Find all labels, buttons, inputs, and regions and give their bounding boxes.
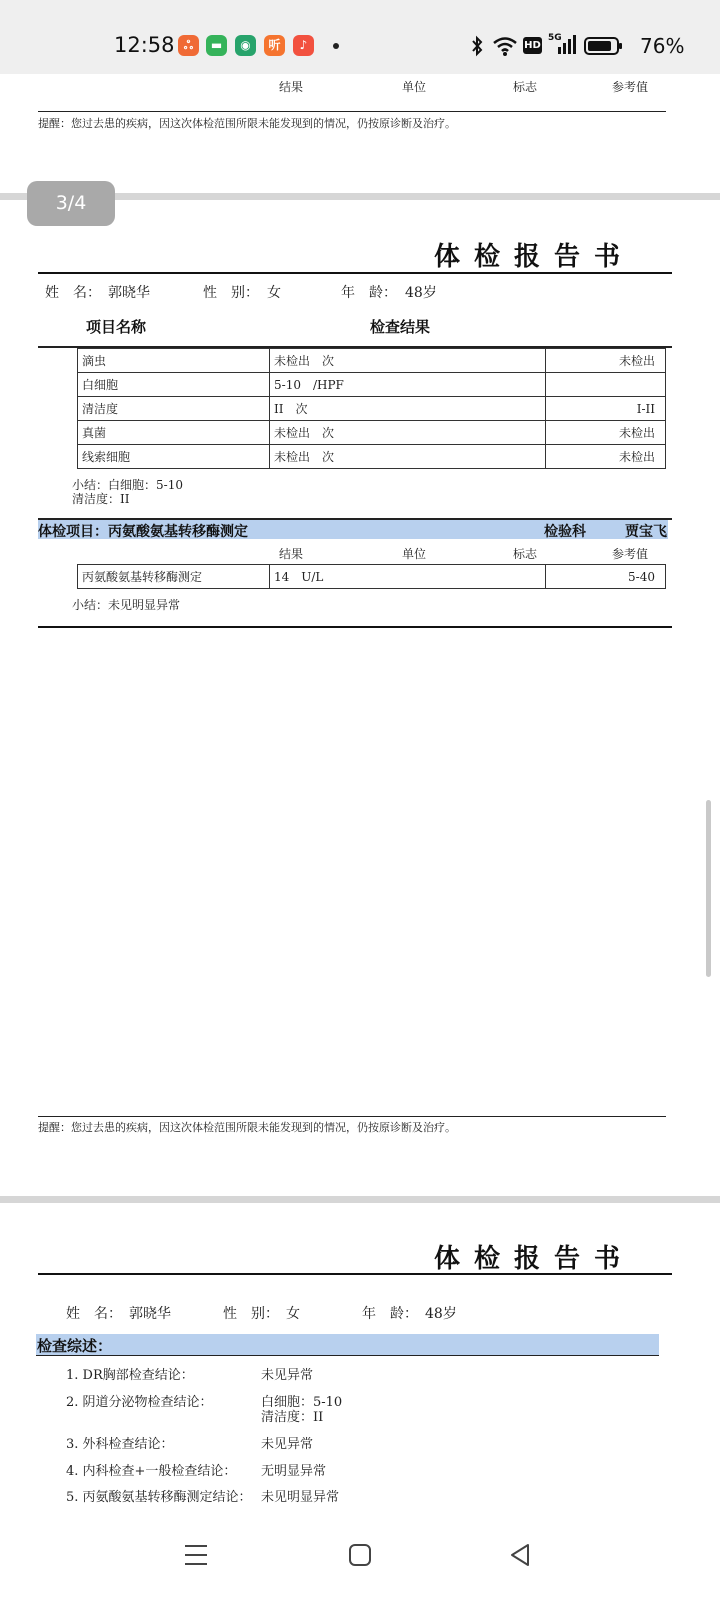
summary-header-bar: [36, 1334, 659, 1355]
conclusion-value: 未见异常: [261, 1437, 314, 1452]
conclusion-label: 3. 外科检查结论：: [66, 1437, 174, 1452]
conclusion-value: 未见明显异常: [261, 1490, 340, 1505]
hd-voice-badge: HD: [523, 37, 542, 54]
result-cell: 14 U/L: [270, 565, 546, 589]
item-name-cell: 清洁度: [78, 397, 270, 421]
item-name-cell: 真菌: [78, 421, 270, 445]
column-header-reference: 参考值: [612, 80, 649, 94]
column-header-result: 结果: [279, 547, 304, 561]
messages-app-icon: ▬: [206, 35, 227, 56]
column-header-reference: 参考值: [612, 547, 649, 561]
name-label: 姓 名：: [45, 285, 101, 301]
summary-header-rule: [36, 1355, 659, 1356]
divider: [38, 1116, 666, 1117]
navigation-bar: [0, 1510, 720, 1600]
name-label: 姓 名：: [66, 1306, 122, 1322]
recent-apps-button[interactable]: [176, 1538, 216, 1572]
column-header-flag: 标志: [513, 547, 538, 561]
conclusion-value: 白细胞：5-10: [261, 1395, 343, 1410]
table-row: [78, 397, 666, 421]
patient-age: 48岁: [425, 1306, 457, 1322]
patient-age: 48岁: [405, 285, 437, 301]
divider: [38, 111, 666, 112]
bluetooth-icon: [470, 35, 484, 57]
table-row: [78, 421, 666, 445]
alt-table: [77, 564, 666, 589]
patient-name: 郭晓华: [108, 285, 150, 301]
patient-name: 郭晓华: [129, 1306, 171, 1322]
back-button[interactable]: [500, 1538, 540, 1572]
column-header-check-result: 检查结果: [370, 318, 431, 336]
signal-strength-icon: [556, 35, 578, 55]
column-header-unit: 单位: [402, 80, 427, 94]
item-name-cell: 丙氨酸氨基转移酶测定: [78, 565, 270, 589]
gender-label: 性 别：: [203, 285, 259, 301]
more-notifications-dot: [333, 43, 339, 49]
reference-cell: 未检出: [546, 349, 666, 373]
patient-gender: 女: [286, 1306, 300, 1322]
status-bar: [0, 0, 720, 74]
reminder-text: 提醒：您过去患的疾病，因这次体检范围所限未能发现到的情况，仍按原诊断及治疗。: [38, 117, 456, 130]
column-header-item-name: 项目名称: [86, 318, 147, 336]
department-name: 检验科: [544, 524, 586, 540]
panda-app-icon: ◉: [235, 35, 256, 56]
conclusion-label: 2. 阴道分泌物检查结论：: [66, 1395, 213, 1410]
section-title: 体检项目：丙氨酸氨基转移酶测定: [38, 524, 248, 540]
vaginal-secretion-table: [77, 348, 666, 469]
summary-line: 小结：白细胞：5-10: [72, 478, 183, 492]
conclusion-value: 清洁度：II: [261, 1410, 324, 1425]
clock: 12:58: [114, 33, 175, 57]
conclusion-label: 4. 内科检查+一般检查结论：: [66, 1464, 237, 1479]
reference-cell: [546, 373, 666, 397]
title-underline: [38, 272, 672, 274]
reference-cell: 5-40: [546, 565, 666, 589]
result-cell: 未检出 次: [270, 445, 546, 469]
conclusion-value: 未见异常: [261, 1368, 314, 1383]
reference-cell: 未检出: [546, 445, 666, 469]
age-label: 年 龄：: [362, 1306, 418, 1322]
report-title: 体检报告书: [434, 242, 635, 272]
result-cell: 未检出 次: [270, 349, 546, 373]
wifi-icon: [492, 35, 518, 57]
item-name-cell: 线索细胞: [78, 445, 270, 469]
table-row: [78, 349, 666, 373]
conclusion-value: 无明显异常: [261, 1464, 327, 1479]
summary-line: 小结：未见明显异常: [72, 598, 181, 612]
page-indicator: 3/4: [27, 181, 115, 226]
column-header-flag: 标志: [513, 80, 538, 94]
patient-gender: 女: [267, 285, 281, 301]
section-bottom-rule: [38, 626, 672, 628]
result-cell: 未检出 次: [270, 421, 546, 445]
table-row: [78, 445, 666, 469]
doctor-name: 贾宝飞: [625, 524, 667, 540]
reminder-text: 提醒：您过去患的疾病，因这次体检范围所限未能发现到的情况，仍按原诊断及治疗。: [38, 1121, 456, 1134]
item-name-cell: 滴虫: [78, 349, 270, 373]
listen-app-icon: 听: [264, 35, 285, 56]
column-header-result: 结果: [279, 80, 304, 94]
network-type-label: 5G: [548, 33, 562, 43]
battery-icon: [584, 36, 624, 56]
reference-cell: I-II: [546, 397, 666, 421]
table-row: [78, 565, 666, 589]
page-separator: [0, 1196, 720, 1203]
result-cell: 5-10 /HPF: [270, 373, 546, 397]
music-app-icon: ♪: [293, 35, 314, 56]
battery-percentage: 76%: [640, 34, 685, 58]
taobao-app-icon: ஃ: [178, 35, 199, 56]
conclusion-label: 5. 丙氨酸氨基转移酶测定结论：: [66, 1490, 252, 1505]
age-label: 年 龄：: [341, 285, 397, 301]
table-row: [78, 373, 666, 397]
home-button[interactable]: [340, 1538, 380, 1572]
reference-cell: 未检出: [546, 421, 666, 445]
report-title: 体检报告书: [434, 1244, 635, 1274]
summary-line: 清洁度：II: [72, 492, 130, 506]
result-cell: II 次: [270, 397, 546, 421]
gender-label: 性 别：: [223, 1306, 279, 1322]
conclusion-label: 1. DR胸部检查结论：: [66, 1368, 194, 1383]
column-header-unit: 单位: [402, 547, 427, 561]
item-name-cell: 白细胞: [78, 373, 270, 397]
scrollbar-thumb[interactable]: [706, 800, 711, 977]
title-underline: [38, 1273, 672, 1275]
summary-header: 检查综述：: [37, 1337, 113, 1355]
